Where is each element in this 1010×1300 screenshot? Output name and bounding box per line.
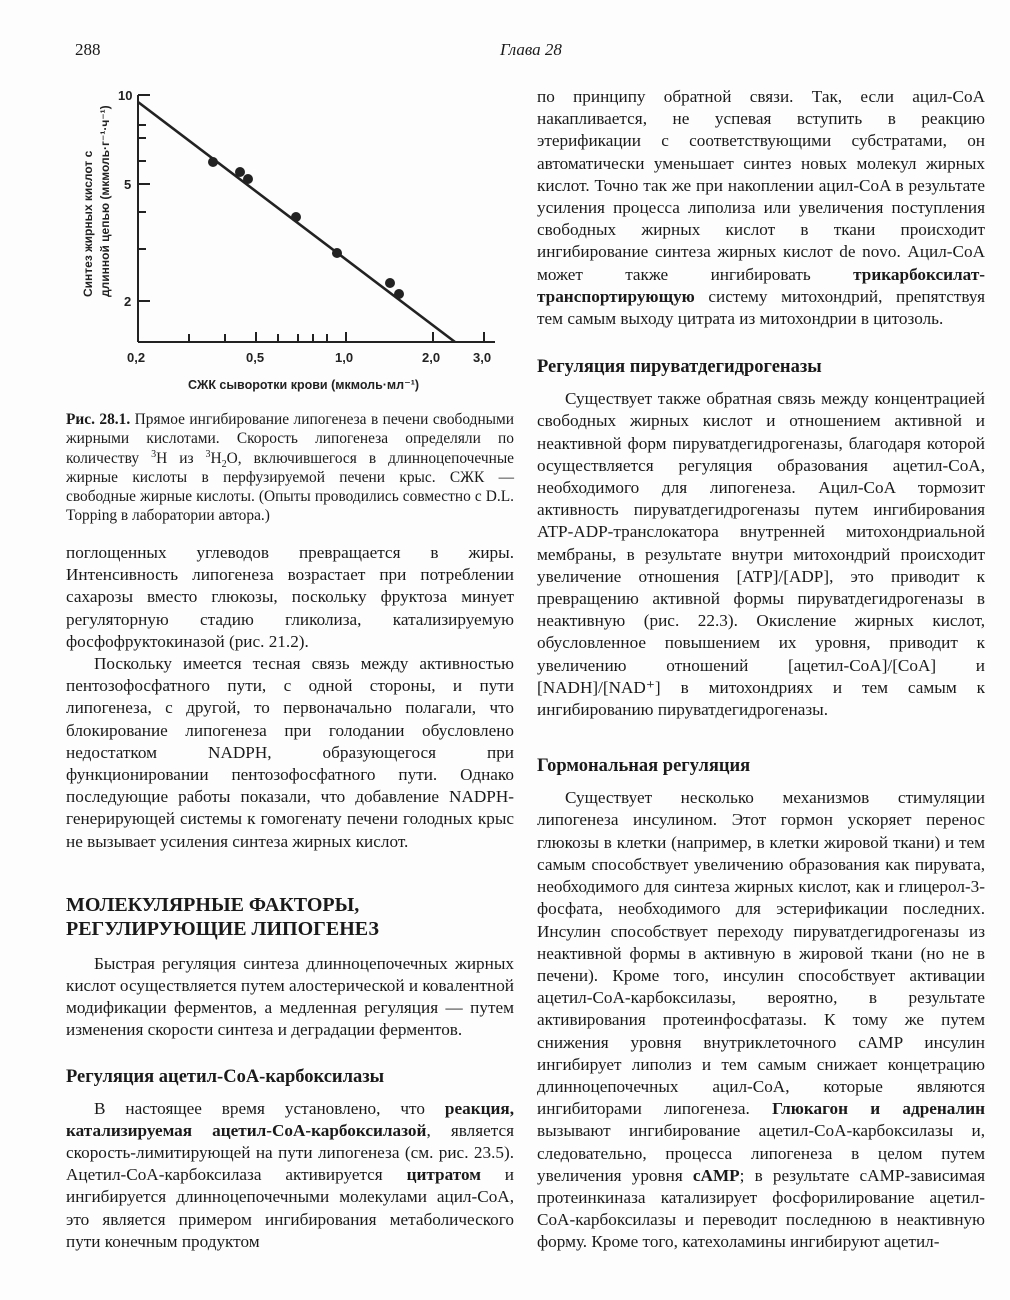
subsection-title: Регуляция пируватдегидрогеназы [537,357,822,378]
left-column [66,542,514,1253]
chapter-header: Глава 28 [500,40,562,59]
section-title: РЕГУЛИРУЮЩИЕ ЛИПОГЕНЕЗ [66,917,379,940]
y-tick-5: 5 [124,177,132,192]
x-tick-0-2: 0,2 [127,350,146,365]
text: Существует несколько механизмов стимуляции липогенеза инсулином. Этот гормон ускоряет перенос глюкозы в клетки (например, в клетки жировой ткани) и тем самым способствует увеличению образования как пирувата, необходимого для синтеза жирных кислот, как и глицерол-3-фосфата, необходимого для эстерификации последних. Инсулин способствует переходу пируватдегидрогеназы из неактивной формы в активную в жировой ткани (но не в печени). Кроме того, инсулин способствует активации ацетил-CoA-карбоксилазы, вероятно, в результате активирования протеинфосфатазы. К тому же путем снижения уровня внутриклеточного cAMP инсулин ингибирует липолиз и тем самым снижает концетрацию длинноцепочечных ацил-CoA, которые являются ингибиторами липогенеза. [537,788,985,1119]
caption-sup: 3 [151,448,157,460]
bold-term: трикарбоксилат-транспортирующую [537,264,985,306]
caption-text: H из [156,449,206,467]
caption-text: O, включившегося в длинноцепочечные жирные кислоты в перфузируемой печени крыс. СЖК — свободные жирные кислоты. (Опыты проводились совместно с D.L. Topping в лаборатории автора.) [66,449,514,525]
bold-term: реакция, катализируемая ацетил-CoA-карбоксилазой [66,1098,514,1140]
paragraph [537,787,985,1253]
figure-chart [70,82,520,402]
text: В настоящее время установлено, что [94,1098,445,1118]
x-axis-label: СЖК сыворотки крови (мкмоль·мл⁻¹) [188,378,420,392]
paragraph: Поскольку имеется тесная связь между активностью пентозофосфатного пути, с одной стороны, и пути липогенеза, с другой, то первоначально полагали, что блокирование липогенеза при голодании обусловлено недостатком NADPH, образующегося при функционировании пентозофосфатного пути. Однако последующие работы показали, что добавление NADPH-генерирующей системы к гомогенату печени голодных крыс не вызывает усиления синтеза жирных кислот. [66,654,514,851]
text: и ингибируется длинноцепочечными молекулами ацил-CoA, это является примером ингибирования метаболического пути конечным продуктом [66,1165,514,1251]
text: ; в результате cAMP-зависимая протеинкиназа катализирует фосфорилирование ацетил-CoA-карбоксилазы и переводит последнюю в неактивную форму. Кроме того, катехоламины ингибируют ацетил- [537,1165,985,1252]
x-tick-0-5: 0,5 [246,350,265,365]
text: по принципу обратной связи. Так, если ацил-CoA накапливается, не успевая вступить в реакцию этерификации с соответствующими субстратами, он автоматически уменьшает синтез новых молекул жирных кислот. Точно так же при накоплении ацил-CoA в результате усиления процесса липолиза или увеличения поступления свободных жирных кислот в ткани происходит ингибирование синтеза жирных кислот de novo. Ацил-CoA может также ингибировать [537,87,985,284]
caption-text: Прямое ингибирование липогенеза в печени свободными жирными кислотами. Скорость липогенеза определяли по количеству [66,411,515,467]
caption-sub: 2 [221,458,227,470]
caption-text: H [210,449,222,467]
y-axis-label-line1: Синтез жирных кислот с [81,150,95,297]
bold-term: Глюкагон и адреналин [772,1099,986,1119]
caption-label: Рис. 28.1. [66,411,131,428]
y-axis-label-line2: длинной цепью (мкмоль·г⁻¹·ч⁻¹) [98,105,112,297]
x-tick-1-0: 1,0 [335,350,354,365]
x-tick-3-0: 3,0 [473,350,492,365]
axes [138,95,495,342]
y-tick-10: 10 [118,88,133,103]
y-tick-2: 2 [124,294,132,309]
paragraph: поглощенных углеводов превращается в жиры. Интенсивность липогенеза возрастает при потреблении сахарозы вместо глюкозы, поскольку фруктоза минует регуляторную стадию гликолиза, катализируемую фосфофруктокиназой (рис. 21.2). [66,543,514,651]
text: , является скорость-лимитирующей на пути липогенеза (см. рис. 23.5). Ацетил-CoA-карбоксилаза активируется [66,1120,514,1185]
paragraph [66,1098,514,1253]
right-column [537,86,985,1254]
figure-caption [66,410,514,526]
x-tick-2-0: 2,0 [422,350,441,365]
subsection-title: Гормональная регуляция [537,756,751,777]
subsection-title: Регуляция ацетил-CoA-карбоксилазы [66,1066,385,1087]
section-title: МОЛЕКУЛЯРНЫЕ ФАКТОРЫ, [66,893,360,916]
page-number: 288 [75,40,101,59]
paragraph [537,86,985,330]
text: вызывают ингибирование ацетил-CoA-карбоксилазы и, следовательно, процесса липогенеза в целом путем увеличения уровня [537,1121,985,1185]
paragraph: Быстрая регуляция синтеза длинноцепочечных жирных кислот осуществляется путем алостерической и ковалентной модификации ферментов, а медленная регуляция — путем изменения скорости синтеза и деградации ферментов. [66,953,515,1040]
paragraph: Существует также обратная связь между концентрацией свободных жирных кислот и отношением активной и неактивной форм пируватдегидрогеназы, благодаря которой осуществляется регуляция образования ацетил-CoA, необходимого для липогенеза. Ацил-CoA тормозит активность пируватдегидрогеназы путем ингибирования ATP-ADP-транслокатора внутренней митохондриальной мембраны, в результате внутри митохондрий происходит увеличение отношения [ATP]/[ADP], это приводит к превращению активной формы пируватдегидрогеназы в неактивную (рис. 22.3). Окисление жирных кислот, обусловленное повышением их уровня, приводит к увеличению отношений [ацетил-CoA]/[CoA] и [NADH]/[NAD⁺] в митохондриях и тем самым к ингибированию пируватдегидрогеназы. [537,389,985,720]
regression-line [138,102,455,342]
bold-term: cAMP [692,1165,740,1185]
bold-term: цитратом [406,1165,481,1185]
caption-sup: 3 [205,448,211,460]
text: систему митохондрий, препятствуя тем самым выходу цитрата из митохондрии в цитозоль. [537,286,985,329]
